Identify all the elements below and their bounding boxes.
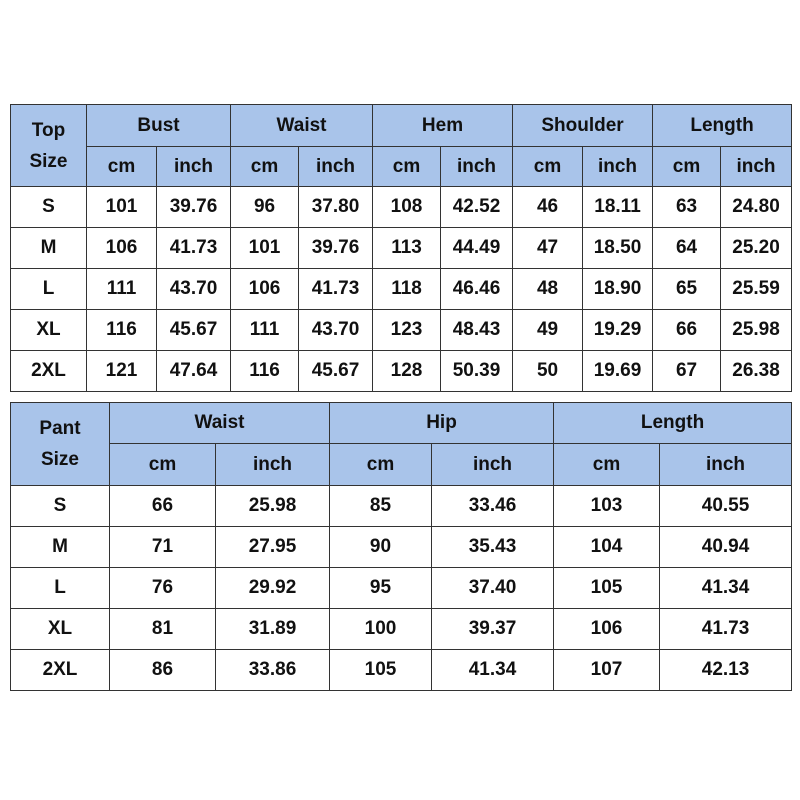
pant-table-body — [11, 486, 792, 691]
size-cell: XL — [11, 310, 87, 351]
inch-value-cell: 44.49 — [441, 228, 513, 269]
cm-value-cell: 104 — [554, 527, 660, 568]
top_table-unit-inch: inch — [299, 147, 373, 187]
inch-value-cell: 37.80 — [299, 187, 373, 228]
size-cell: M — [11, 228, 87, 269]
inch-value-cell: 37.40 — [432, 568, 554, 609]
inch-value-cell: 39.37 — [432, 609, 554, 650]
inch-value-cell: 40.55 — [660, 486, 792, 527]
inch-value-cell: 39.76 — [299, 228, 373, 269]
inch-value-cell: 41.73 — [157, 228, 231, 269]
top-header-waist: Waist — [231, 105, 373, 147]
inch-value-cell: 43.70 — [299, 310, 373, 351]
inch-value-cell: 19.69 — [583, 351, 653, 392]
pant-header-length: Length — [554, 403, 792, 444]
cm-value-cell: 81 — [110, 609, 216, 650]
inch-value-cell: 39.76 — [157, 187, 231, 228]
size-cell: L — [11, 568, 110, 609]
inch-value-cell: 25.98 — [216, 486, 330, 527]
top_table-unit-cm: cm — [231, 147, 299, 187]
cm-value-cell: 46 — [513, 187, 583, 228]
size-cell: 2XL — [11, 650, 110, 691]
top_table-unit-inch: inch — [441, 147, 513, 187]
top_table-unit-inch: inch — [583, 147, 653, 187]
cm-value-cell: 66 — [110, 486, 216, 527]
pant_table-unit-inch: inch — [660, 444, 792, 486]
pant_table-row — [11, 568, 792, 609]
cm-value-cell: 67 — [653, 351, 721, 392]
top_table-unit-cm: cm — [373, 147, 441, 187]
cm-value-cell: 86 — [110, 650, 216, 691]
pant-header-hip: Hip — [330, 403, 554, 444]
cm-value-cell: 90 — [330, 527, 432, 568]
inch-value-cell: 33.86 — [216, 650, 330, 691]
top_table-row — [11, 351, 792, 392]
pant-header-waist: Waist — [110, 403, 330, 444]
inch-value-cell: 40.94 — [660, 527, 792, 568]
inch-value-cell: 18.11 — [583, 187, 653, 228]
top-size-header — [11, 105, 87, 187]
top_table-row — [11, 269, 792, 310]
inch-value-cell: 45.67 — [157, 310, 231, 351]
inch-value-cell: 41.73 — [660, 609, 792, 650]
pant_table-unit-cm: cm — [330, 444, 432, 486]
top_table-unit-cm: cm — [513, 147, 583, 187]
top_table-row — [11, 228, 792, 269]
size-cell: 2XL — [11, 351, 87, 392]
cm-value-cell: 128 — [373, 351, 441, 392]
top-header-length: Length — [653, 105, 792, 147]
top-unit-row — [11, 147, 792, 187]
cm-value-cell: 101 — [231, 228, 299, 269]
cm-value-cell: 100 — [330, 609, 432, 650]
inch-value-cell: 18.50 — [583, 228, 653, 269]
size-cell: S — [11, 486, 110, 527]
inch-value-cell: 25.98 — [721, 310, 792, 351]
inch-value-cell: 35.43 — [432, 527, 554, 568]
inch-value-cell: 50.39 — [441, 351, 513, 392]
top-header-bust: Bust — [87, 105, 231, 147]
inch-value-cell: 24.80 — [721, 187, 792, 228]
cm-value-cell: 111 — [231, 310, 299, 351]
cm-value-cell: 50 — [513, 351, 583, 392]
pant_table-row — [11, 609, 792, 650]
inch-value-cell: 33.46 — [432, 486, 554, 527]
top-header-hem: Hem — [373, 105, 513, 147]
top-header-shoulder: Shoulder — [513, 105, 653, 147]
top_table-unit-cm: cm — [653, 147, 721, 187]
pant-size-header — [11, 403, 110, 486]
inch-value-cell: 29.92 — [216, 568, 330, 609]
inch-value-cell: 48.43 — [441, 310, 513, 351]
cm-value-cell: 95 — [330, 568, 432, 609]
pant_table-unit-cm: cm — [110, 444, 216, 486]
inch-value-cell: 47.64 — [157, 351, 231, 392]
pant_table-unit-cm: cm — [554, 444, 660, 486]
cm-value-cell: 123 — [373, 310, 441, 351]
cm-value-cell: 96 — [231, 187, 299, 228]
pant-unit-row — [11, 444, 792, 486]
pant-size-label-line1: Pant — [39, 418, 81, 439]
inch-value-cell: 25.20 — [721, 228, 792, 269]
inch-value-cell: 41.34 — [660, 568, 792, 609]
size-cell: M — [11, 527, 110, 568]
size-cell: XL — [11, 609, 110, 650]
pant_table-row — [11, 486, 792, 527]
top-table-body — [11, 187, 792, 392]
top-size-table — [10, 104, 792, 392]
cm-value-cell: 76 — [110, 568, 216, 609]
cm-value-cell: 106 — [231, 269, 299, 310]
cm-value-cell: 118 — [373, 269, 441, 310]
cm-value-cell: 105 — [554, 568, 660, 609]
cm-value-cell: 63 — [653, 187, 721, 228]
top_table-row — [11, 187, 792, 228]
size-cell: S — [11, 187, 87, 228]
inch-value-cell: 19.29 — [583, 310, 653, 351]
cm-value-cell: 101 — [87, 187, 157, 228]
top_table-row — [11, 310, 792, 351]
inch-value-cell: 41.73 — [299, 269, 373, 310]
size-cell: L — [11, 269, 87, 310]
top-size-label-line1: Top — [31, 119, 66, 141]
pant-size-table — [10, 402, 792, 691]
cm-value-cell: 113 — [373, 228, 441, 269]
pant-size-label-line2: Size — [40, 449, 80, 470]
pant_table-row — [11, 650, 792, 691]
top_table-unit-inch: inch — [721, 147, 792, 187]
cm-value-cell: 48 — [513, 269, 583, 310]
cm-value-cell: 108 — [373, 187, 441, 228]
inch-value-cell: 27.95 — [216, 527, 330, 568]
inch-value-cell: 26.38 — [721, 351, 792, 392]
cm-value-cell: 66 — [653, 310, 721, 351]
inch-value-cell: 45.67 — [299, 351, 373, 392]
inch-value-cell: 42.52 — [441, 187, 513, 228]
top_table-unit-cm: cm — [87, 147, 157, 187]
cm-value-cell: 107 — [554, 650, 660, 691]
inch-value-cell: 43.70 — [157, 269, 231, 310]
inch-value-cell: 31.89 — [216, 609, 330, 650]
cm-value-cell: 116 — [87, 310, 157, 351]
cm-value-cell: 71 — [110, 527, 216, 568]
cm-value-cell: 47 — [513, 228, 583, 269]
pant_table-unit-inch: inch — [432, 444, 554, 486]
top-size-label-line2: Size — [29, 150, 68, 172]
inch-value-cell: 41.34 — [432, 650, 554, 691]
cm-value-cell: 121 — [87, 351, 157, 392]
pant_table-row — [11, 527, 792, 568]
cm-value-cell: 116 — [231, 351, 299, 392]
top_table-unit-inch: inch — [157, 147, 231, 187]
inch-value-cell: 18.90 — [583, 269, 653, 310]
inch-value-cell: 25.59 — [721, 269, 792, 310]
inch-value-cell: 46.46 — [441, 269, 513, 310]
cm-value-cell: 111 — [87, 269, 157, 310]
cm-value-cell: 64 — [653, 228, 721, 269]
cm-value-cell: 106 — [554, 609, 660, 650]
cm-value-cell: 105 — [330, 650, 432, 691]
cm-value-cell: 103 — [554, 486, 660, 527]
cm-value-cell: 106 — [87, 228, 157, 269]
cm-value-cell: 85 — [330, 486, 432, 527]
pant_table-unit-inch: inch — [216, 444, 330, 486]
cm-value-cell: 65 — [653, 269, 721, 310]
cm-value-cell: 49 — [513, 310, 583, 351]
inch-value-cell: 42.13 — [660, 650, 792, 691]
